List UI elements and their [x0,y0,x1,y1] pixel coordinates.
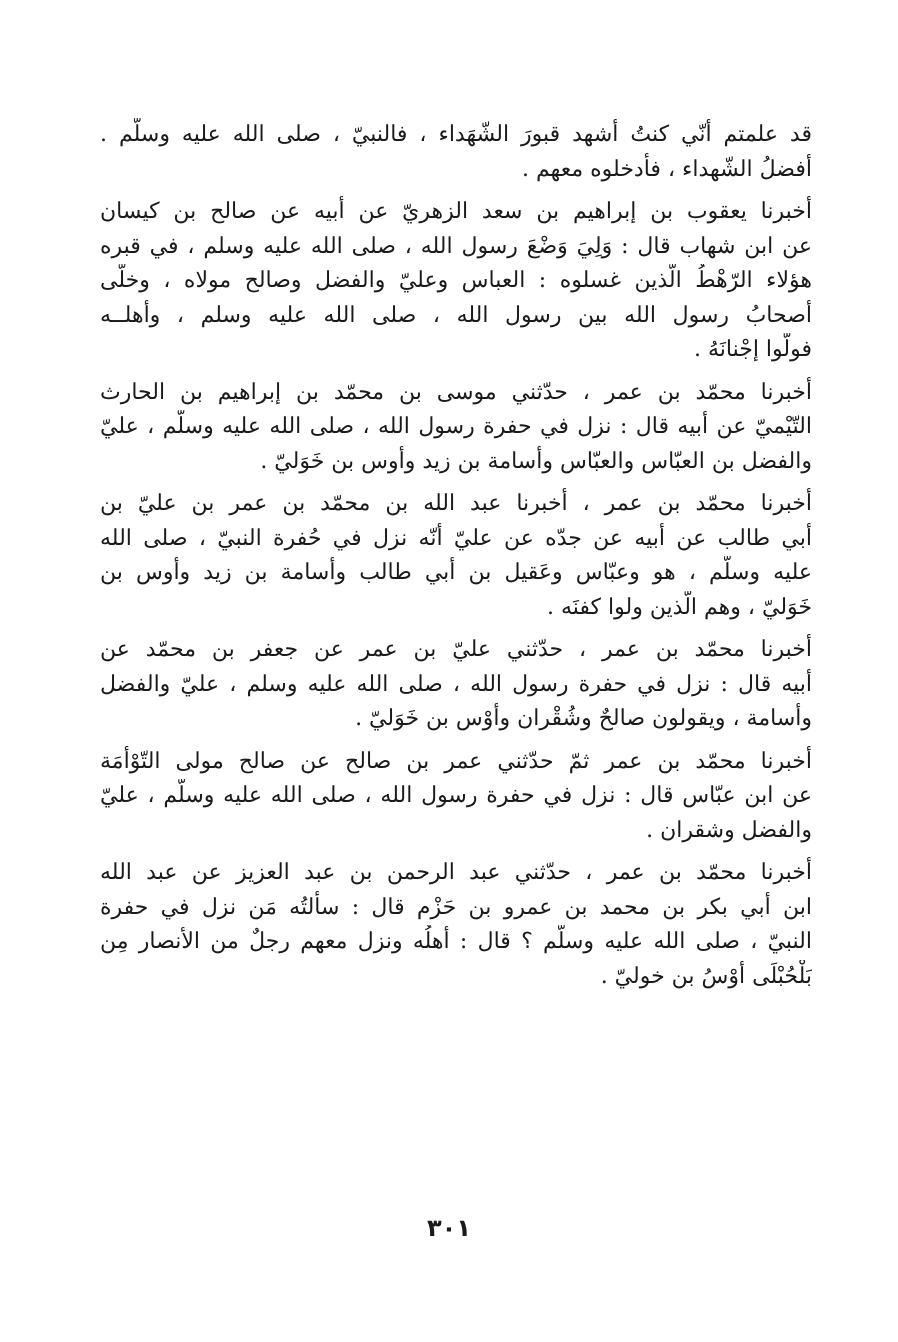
text-line: النبيّ ، صلى الله عليه وسلّم ؟ قال : أهلُه ونزل معهم رجلٌ من الأنصار مِن [100,929,812,954]
text-line: ابن أبي بكر بن محمد بن عمرو بن حَزْم قال : سألتُه مَن نزل في حفرة [100,894,812,920]
text-line: بَلْحُبْلَى أوْسُ بن خوليّ . [600,963,812,989]
page-body [100,118,812,1002]
text-line: أصحابُ رسول الله بين رسول الله ، صلى الله عليه وسلم ، وأهلــه [100,302,812,328]
text-line: أخبرنا محمّد بن عمر ، حدّثني موسى بن محمّد بن إبراهيم بن الحارث [100,379,812,405]
text-line: والفضل بن العبّاس والعبّاس وأسامة بن زيد وأوس بن خَوَليّ . [260,448,812,474]
paragraph-3 [100,376,812,480]
text-line: أبيه قال : نزل في حفرة رسول الله ، صلى الله عليه وسلم ، عليّ والفضل [100,671,812,697]
paragraph-2 [100,195,812,368]
text-line: هؤلاء الرّهْطُ الّذين غسلوه : العباس وعليّ والفضل وصالح مولاه ، وخلّى [100,268,812,293]
text-line: عن ابن عبّاس قال : نزل في حفرة رسول الله ، صلى الله عليه وسلّم ، عليّ [100,783,812,808]
text-line: خَوَليّ ، وهم الّذين ولوا كفنَه . [547,594,812,620]
page-number: ٣٠١ [427,1214,471,1242]
text-line: وأسامة ، ويقولون صالحٌ وشُقْران وأوْس بن خَوَليّ . [355,706,812,731]
text-line: أخبرنا محمّد بن عمر ثمّ حدّثني عمر بن صالح عن صالح مولى التّوْأمَة [100,748,812,774]
paragraph-5 [100,633,812,737]
text-line: أخبرنا محمّد بن عمر ، حدّثني عليّ بن عمر عن جعفر بن محمّد عن [100,637,812,662]
text-line: التّيْميّ عن أبيه قال : نزل في حفرة رسول الله ، صلى الله عليه وسلّم ، عليّ [100,414,812,439]
text-line: أخبرنا محمّد بن عمر ، أخبرنا عبد الله بن محمّد بن عمر بن عليّ بن [100,491,812,516]
text-line: فولّوا إجْنانَهُ . [693,337,812,362]
paragraph-1 [100,118,812,187]
text-line: أخبرنا يعقوب بن إبراهيم بن سعد الزهريّ عن أبيه عن صالح بن كيسان [100,199,812,224]
text-line: أخبرنا محمّد بن عمر ، حدّثني عبد الرحمن بن عبد العزيز عن عبد الله [100,860,812,885]
paragraph-4 [100,487,812,625]
text-line: عن ابن شهاب قال : وَلِيَ وَضْعَ رسول الله ، صلى الله عليه وسلم ، في قبره [100,233,812,259]
text-line: والفضل وشقران . [646,817,812,843]
paragraph-7 [100,856,812,994]
paragraph-6 [100,745,812,849]
text-line: أفضلُ الشّهداء ، فأدخلوه معهم . [522,156,812,182]
text-line: عليه وسلّم ، هو وعبّاس وعَقيل بن أبي طالب وأسامة بن زيد وأوس بن [100,560,812,585]
text-line: أبي طالب عن أبيه عن جدّه عن عليّ أنّه نزل في حُفرة النبيّ ، صلى الله [100,525,812,551]
text-line: قد علمتم أنّي كنتُ أشهد قبورَ الشّهَداء ، فالنبيّ ، صلى الله عليه وسلّم . [100,122,812,147]
